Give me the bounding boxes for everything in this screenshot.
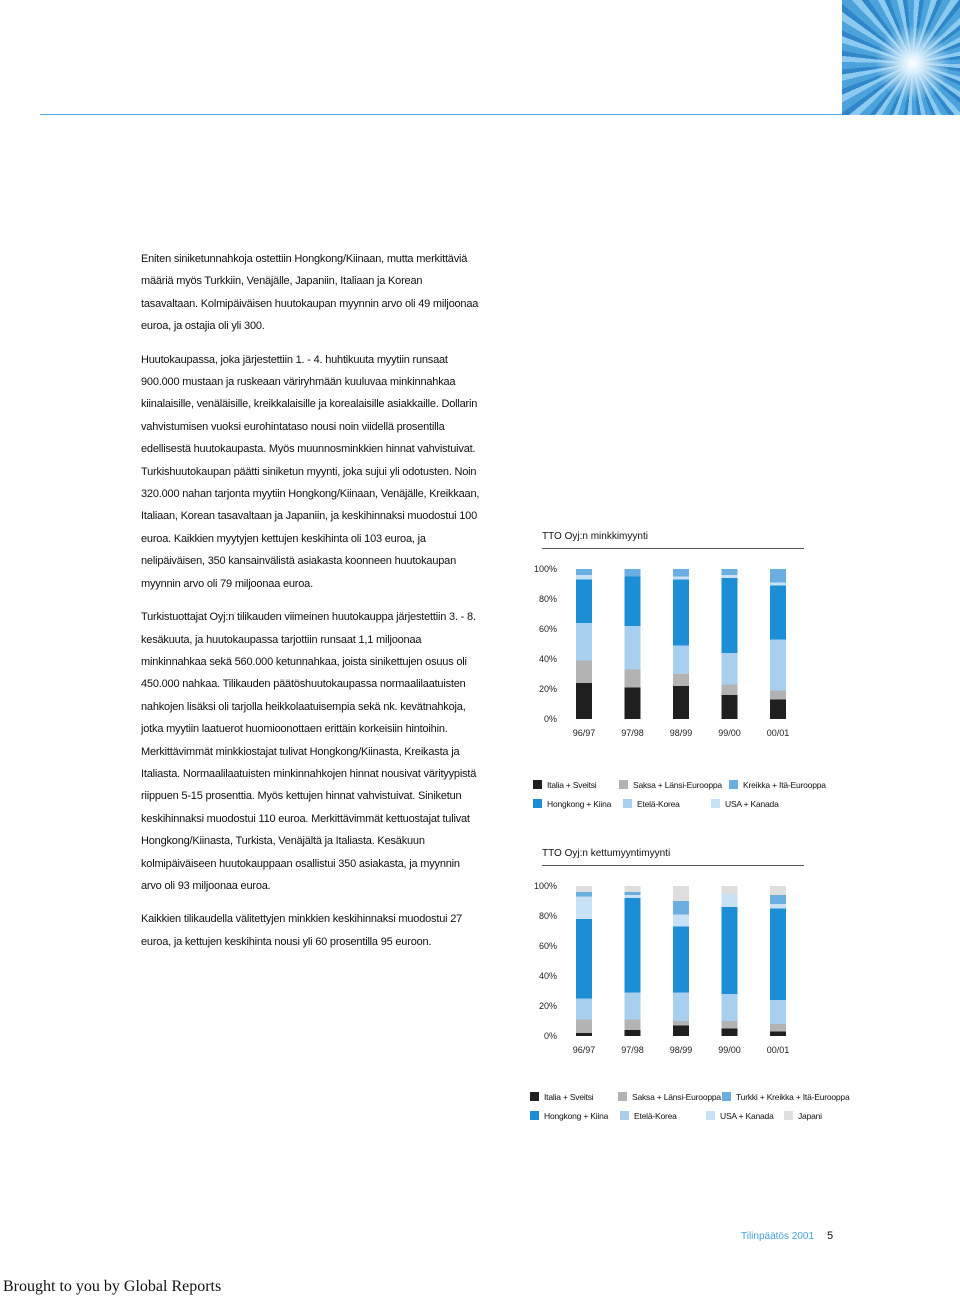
y-tick-label: 40% xyxy=(538,971,557,981)
bar-segment-turkki-kreikka-it-eurooppa xyxy=(770,895,786,904)
footer-report-title: Tilinpäätös 2001 xyxy=(741,1231,815,1242)
legend-item-kreikka-it-eurooppa xyxy=(729,780,829,790)
bar-segment-japani xyxy=(673,886,689,901)
legend-label: USA + Kanada xyxy=(720,1110,774,1121)
legend-label: Japani xyxy=(798,1110,822,1121)
bar-segment-hongkong-kiina xyxy=(722,907,738,994)
bar-segment-hongkong-kiina xyxy=(722,578,738,653)
chart-title: TTO Oyj:n minkkimyynti xyxy=(542,531,648,542)
bar-segment-japani xyxy=(576,886,592,892)
bar-segment-kreikka-it-eurooppa xyxy=(576,569,592,575)
bar-segment-hongkong-kiina xyxy=(576,580,592,624)
legend-swatch xyxy=(533,780,542,789)
bar-segment-italia-sveitsi xyxy=(673,686,689,719)
x-tick-label: 99/00 xyxy=(718,1045,741,1055)
bar-segment-etel-korea xyxy=(770,640,786,691)
bar-segment-saksa-l-nsi-eurooppa xyxy=(722,1021,738,1029)
bar-segment-usa-kanada xyxy=(673,577,689,580)
legend-label: Saksa + Länsi-Eurooppa xyxy=(632,1091,721,1102)
bar-segment-usa-kanada xyxy=(576,575,592,580)
x-tick-label: 97/98 xyxy=(621,728,644,738)
legend-item-etel-korea xyxy=(620,1111,706,1121)
bar-segment-saksa-l-nsi-eurooppa xyxy=(673,1021,689,1026)
bar-segment-italia-sveitsi xyxy=(770,700,786,720)
y-tick-label: 80% xyxy=(538,594,557,604)
fox-sales-chart xyxy=(525,848,835,1058)
paragraph-3: Turkistuottajat Oyj:n tilikauden viimeinen huutokauppa järjestettiin 3. - 8. kesäkuuta, ja huutokaupassa tarjottiin runsaat 1,1 miljoonaa minkinnahkaa sekä 560.000 ketunnahkaa, joista sinikettujen osuus oli 450.000 nahkaa. Tilikauden päätöshuutokaupassa normaalilaatuisten nahkojen lisäksi oli tarjolla heikkolaatuisempia sekä nk. kevätnahkoja, jotka myytiin laatuerot huomioonottaen erittäin korkeisiin hintoihin. Merkittävimmät minkkiostajat tulivat Hongkong/Kiinasta, Kreikasta ja Italiasta. Normaalilaatuisten minkinnahkojen hinnat nousivat värityypistä riippuen 5-15 prosenttia. Myös kettujen hinnat vahvistuivat. Siniketun keskihinnaksi muodostui 110 euroa. Merkittävimmät kettuostajat tulivat Hongkong/Kiinasta, Turkista, Venäjältä ja Italiasta. Kesäkuun kolmipäiväiseen huutokauppaan osallistui 350 asiakasta, ja myynnin arvo oli 93 miljoonaa euroa. xyxy=(141,611,477,892)
bar-segment-italia-sveitsi xyxy=(722,695,738,719)
legend-item-saksa-l-nsi-eurooppa xyxy=(619,780,729,790)
legend-item-saksa-l-nsi-eurooppa xyxy=(618,1092,722,1102)
bar-segment-japani xyxy=(722,886,738,894)
bar-segment-italia-sveitsi xyxy=(673,1026,689,1037)
fox-chart-legend xyxy=(530,1087,862,1125)
chart-plot xyxy=(525,848,835,1063)
bar-segment-saksa-l-nsi-eurooppa xyxy=(576,661,592,684)
bar-segment-hongkong-kiina xyxy=(625,577,641,627)
legend-item-hongkong-kiina xyxy=(533,799,623,809)
x-tick-label: 98/99 xyxy=(669,728,693,738)
x-tick-label: 96/97 xyxy=(572,728,596,738)
bar-segment-japani xyxy=(625,886,641,892)
legend-label: Italia + Sveitsi xyxy=(544,1091,594,1102)
y-tick-label: 100% xyxy=(533,881,557,891)
header-decoration-image xyxy=(842,0,960,115)
bar-segment-japani xyxy=(770,886,786,895)
y-tick-label: 20% xyxy=(538,684,557,694)
legend-row xyxy=(530,1106,862,1125)
legend-item-italia-sveitsi xyxy=(533,780,619,790)
chart-plot xyxy=(525,531,835,746)
legend-row xyxy=(533,775,829,794)
bar-segment-italia-sveitsi xyxy=(625,688,641,720)
bar-segment-saksa-l-nsi-eurooppa xyxy=(673,674,689,686)
legend-swatch xyxy=(533,799,542,808)
y-tick-label: 60% xyxy=(538,941,557,951)
bar-segment-saksa-l-nsi-eurooppa xyxy=(576,1020,592,1034)
paragraph-2: Huutokaupassa, joka järjestettiin 1. - 4. huhtikuuta myytiin runsaat 900.000 mustaan ja ruskeaan väriryhmään kuuluvaa minkinnahkaa kiinalaisille, venäläisille, kreikkalaisille ja korealaisille asiakkaille. Dollarin vahvistumisen vuoksi eurohintataso nousi noin viidellä prosentilla edellisestä huutokaupasta. Myös muunnosminkkien hinnat vahvistuivat. Turkishuutokaupan päätti siniketun myynti, joka sujui yli odotusten. Noin 320.000 nahan tarjonta myytiin Hongkong/Kiinaan, Venäjälle, Kreikkaan, Italiaan, Korean tasavaltaan ja Japaniin, ja keskihinnaksi muodostui 100 euroa. Kaikkien myytyjen kettujen keskihinta oli 103 euroa, ja nelipäiväisen, 350 kansainvälistä asiakasta koonneen huutokaupan myynnin arvo oli 79 miljoonaa euroa. xyxy=(141,353,480,590)
bar-segment-etel-korea xyxy=(722,653,738,685)
x-tick-label: 97/98 xyxy=(621,1045,644,1055)
legend-swatch xyxy=(619,780,628,789)
legend-swatch xyxy=(618,1092,627,1101)
legend-swatch xyxy=(530,1092,539,1101)
legend-swatch xyxy=(729,780,738,789)
bar-segment-kreikka-it-eurooppa xyxy=(722,569,738,575)
legend-swatch xyxy=(620,1111,629,1120)
legend-item-etel-korea xyxy=(623,799,711,809)
x-tick-label: 00/01 xyxy=(766,728,790,738)
bar-segment-hongkong-kiina xyxy=(770,586,786,640)
x-tick-label: 96/97 xyxy=(572,1045,596,1055)
bar-segment-saksa-l-nsi-eurooppa xyxy=(770,1024,786,1032)
bar-segment-turkki-kreikka-it-eurooppa xyxy=(625,892,641,895)
legend-swatch xyxy=(530,1111,539,1120)
bar-segment-saksa-l-nsi-eurooppa xyxy=(625,1020,641,1031)
bar-segment-etel-korea xyxy=(576,623,592,661)
bar-segment-etel-korea xyxy=(673,646,689,675)
legend-swatch xyxy=(711,799,720,808)
bar-segment-italia-sveitsi xyxy=(625,1030,641,1036)
bar-segment-hongkong-kiina xyxy=(770,909,786,1001)
bar-segment-etel-korea xyxy=(625,626,641,670)
mink-chart-legend xyxy=(533,775,829,813)
bar-segment-italia-sveitsi xyxy=(770,1032,786,1037)
paragraph-1: Eniten siniketunnahkoja ostettiin Hongkong/Kiinaan, mutta merkittäviä määriä myös Turkkiin, Venäjälle, Japaniin, Italiaan ja Korean tasavaltaan. Kolmipäiväisen huutokaupan myynnin arvo oli 49 miljoonaa euroa, ja ostajia oli yli 300. xyxy=(141,253,479,333)
bar-segment-usa-kanada xyxy=(722,575,738,578)
chart-title: TTO Oyj:n kettumyyntimyynti xyxy=(542,848,671,859)
legend-row xyxy=(533,794,829,813)
legend-item-usa-kanada xyxy=(706,1111,784,1121)
bar-segment-usa-kanada xyxy=(576,897,592,920)
bar-segment-hongkong-kiina xyxy=(625,898,641,993)
page-number: 5 xyxy=(827,1230,834,1242)
bar-segment-saksa-l-nsi-eurooppa xyxy=(770,691,786,700)
legend-swatch xyxy=(722,1092,731,1101)
x-tick-label: 98/99 xyxy=(669,1045,693,1055)
legend-label: Saksa + Länsi-Eurooppa xyxy=(633,779,722,790)
y-tick-label: 0% xyxy=(543,1031,557,1041)
legend-label: USA + Kanada xyxy=(725,798,779,809)
x-tick-label: 00/01 xyxy=(766,1045,790,1055)
bar-segment-hongkong-kiina xyxy=(576,919,592,999)
bar-segment-saksa-l-nsi-eurooppa xyxy=(722,685,738,696)
paragraph-4: Kaikkien tilikaudella välitettyjen minkkien keskihinnaksi muodostui 27 euroa, ja kettujen keskihinta nousi yli 60 prosentilla 95 euroon. xyxy=(141,913,463,948)
bar-segment-italia-sveitsi xyxy=(722,1029,738,1037)
legend-label: Etelä-Korea xyxy=(637,798,680,809)
body-text xyxy=(141,248,481,953)
bar-segment-hongkong-kiina xyxy=(673,927,689,993)
legend-label: Italia + Sveitsi xyxy=(547,779,597,790)
legend-swatch xyxy=(784,1111,793,1120)
source-credit: Brought to you by Global Reports xyxy=(3,1278,222,1295)
bar-segment-usa-kanada xyxy=(673,915,689,927)
legend-label: Turkki + Kreikka + Itä-Eurooppa xyxy=(736,1091,850,1102)
bar-segment-usa-kanada xyxy=(625,895,641,898)
bar-segment-kreikka-it-eurooppa xyxy=(625,569,641,577)
bar-segment-etel-korea xyxy=(722,994,738,1021)
bar-segment-turkki-kreikka-it-eurooppa xyxy=(576,892,592,897)
legend-label: Etelä-Korea xyxy=(634,1110,677,1121)
legend-item-japani xyxy=(784,1111,844,1121)
bar-segment-hongkong-kiina xyxy=(673,580,689,646)
y-tick-label: 20% xyxy=(538,1001,557,1011)
legend-swatch xyxy=(623,799,632,808)
y-tick-label: 40% xyxy=(538,654,557,664)
legend-row xyxy=(530,1087,862,1106)
bar-segment-saksa-l-nsi-eurooppa xyxy=(625,670,641,688)
legend-swatch xyxy=(706,1111,715,1120)
bar-segment-usa-kanada xyxy=(770,583,786,586)
bar-segment-kreikka-it-eurooppa xyxy=(770,569,786,583)
y-tick-label: 0% xyxy=(543,714,557,724)
y-tick-label: 60% xyxy=(538,624,557,634)
legend-item-turkki-kreikka-it-eurooppa xyxy=(722,1092,862,1102)
legend-label: Hongkong + Kiina xyxy=(547,798,612,809)
bar-segment-etel-korea xyxy=(625,993,641,1020)
bar-segment-italia-sveitsi xyxy=(576,1033,592,1036)
bar-segment-italia-sveitsi xyxy=(576,683,592,719)
y-tick-label: 80% xyxy=(538,911,557,921)
legend-label: Kreikka + Itä-Eurooppa xyxy=(743,779,826,790)
legend-item-hongkong-kiina xyxy=(530,1111,620,1121)
legend-label: Hongkong + Kiina xyxy=(544,1110,609,1121)
bar-segment-etel-korea xyxy=(576,999,592,1020)
bar-segment-usa-kanada xyxy=(722,894,738,908)
x-tick-label: 99/00 xyxy=(718,728,741,738)
legend-item-italia-sveitsi xyxy=(530,1092,618,1102)
y-tick-label: 100% xyxy=(533,564,557,574)
bar-segment-usa-kanada xyxy=(770,904,786,909)
header-rule xyxy=(40,114,842,115)
bar-segment-etel-korea xyxy=(770,1000,786,1024)
bar-segment-kreikka-it-eurooppa xyxy=(673,569,689,577)
bar-segment-turkki-kreikka-it-eurooppa xyxy=(673,901,689,915)
mink-sales-chart xyxy=(525,531,835,741)
bar-segment-etel-korea xyxy=(673,993,689,1022)
legend-item-usa-kanada xyxy=(711,799,801,809)
